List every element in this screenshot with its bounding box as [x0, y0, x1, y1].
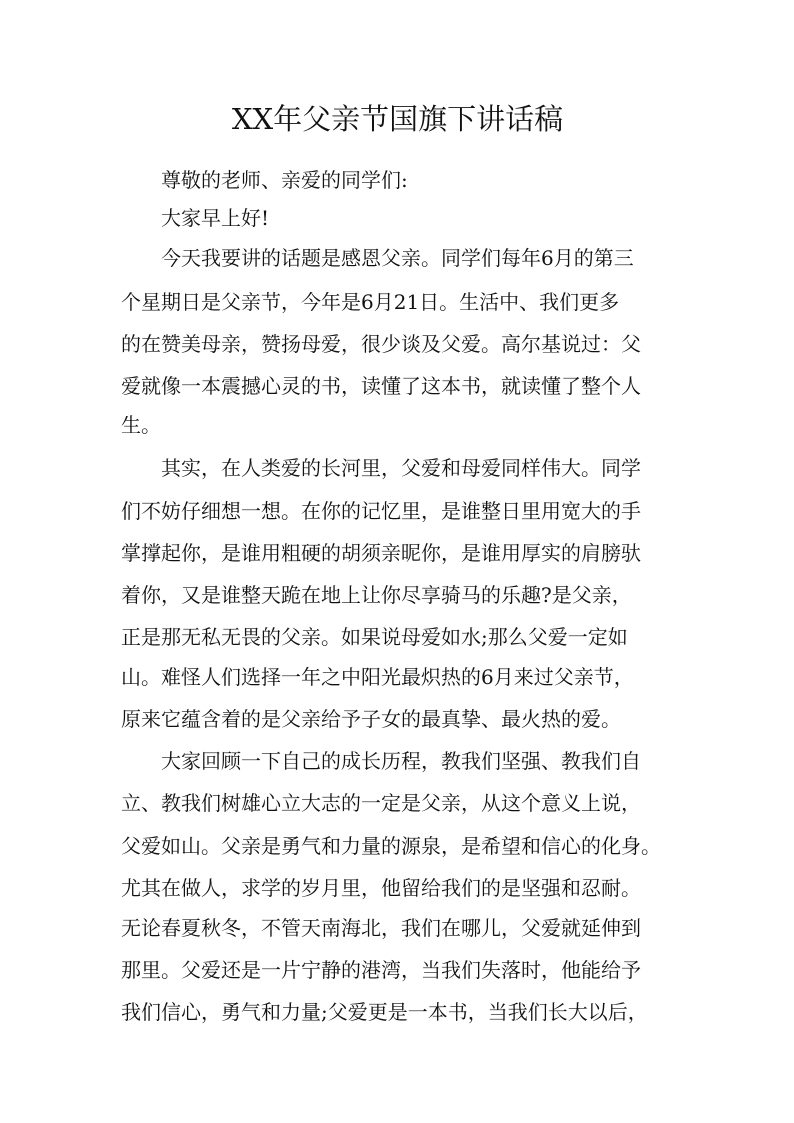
paragraph-2-line-5: 正是那无私无畏的父亲。如果说母爱如水;那么父爱一定如 [121, 625, 628, 649]
document-page [121, 0, 674, 1123]
paragraph-1-line-3: 的在赞美母亲，赞扬母爱，很少谈及父爱。高尔基说过：父 [121, 332, 641, 356]
good-morning-line: 大家早上好! [161, 206, 270, 230]
paragraph-2-line-2: 们不妨仔细想一想。在你的记忆里，是谁整日里用宽大的手 [121, 499, 641, 523]
paragraph-2-line-1: 其实，在人类爱的长河里，父爱和母爱同样伟大。同学 [161, 456, 641, 480]
paragraph-1-line-5: 生。 [121, 413, 161, 437]
document-title: XX年父亲节国旗下讲话稿 [231, 102, 564, 136]
paragraph-1-line-4: 爱就像一本震撼心灵的书，读懂了这本书，就读懂了整个人 [121, 374, 641, 398]
paragraph-3-line-5: 无论春夏秋冬，不管天南海北，我们在哪儿，父爱就延伸到 [121, 916, 641, 940]
paragraph-3-line-4: 尤其在做人，求学的岁月里，他留给我们的是坚强和忍耐。 [121, 876, 641, 900]
paragraph-2-line-7: 原来它蕴含着的是父亲给予子女的最真挚、最火热的爱。 [121, 707, 621, 731]
paragraph-2-line-6: 山。难怪人们选择一年之中阳光最炽热的6月来过父亲节， [121, 665, 634, 689]
paragraph-1-line-2: 个星期日是父亲节，今年是6月21日。生活中、我们更多 [121, 290, 620, 314]
paragraph-1-line-1: 今天我要讲的话题是感恩父亲。同学们每年6月的第三 [161, 246, 634, 270]
paragraph-3-line-2: 立、教我们树雄心立大志的一定是父亲，从这个意义上说， [121, 791, 641, 815]
greeting-line: 尊敬的老师、亲爱的同学们: [161, 168, 408, 192]
paragraph-3-line-1: 大家回顾一下自己的成长历程，教我们坚强、教我们自 [161, 749, 641, 773]
paragraph-3-line-3: 父爱如山。父亲是勇气和力量的源泉，是希望和信心的化身。 [121, 834, 661, 858]
paragraph-3-line-7: 我们信心，勇气和力量;父爱更是一本书，当我们长大以后， [121, 1000, 648, 1024]
paragraph-2-line-4: 着你，又是谁整天跪在地上让你尽享骑马的乐趣?是父亲， [121, 583, 632, 607]
paragraph-2-line-3: 掌撑起你，是谁用粗硬的胡须亲昵你，是谁用厚实的肩膀驮 [121, 541, 641, 565]
paragraph-3-line-6: 那里。父爱还是一片宁静的港湾，当我们失落时，他能给予 [121, 958, 641, 982]
